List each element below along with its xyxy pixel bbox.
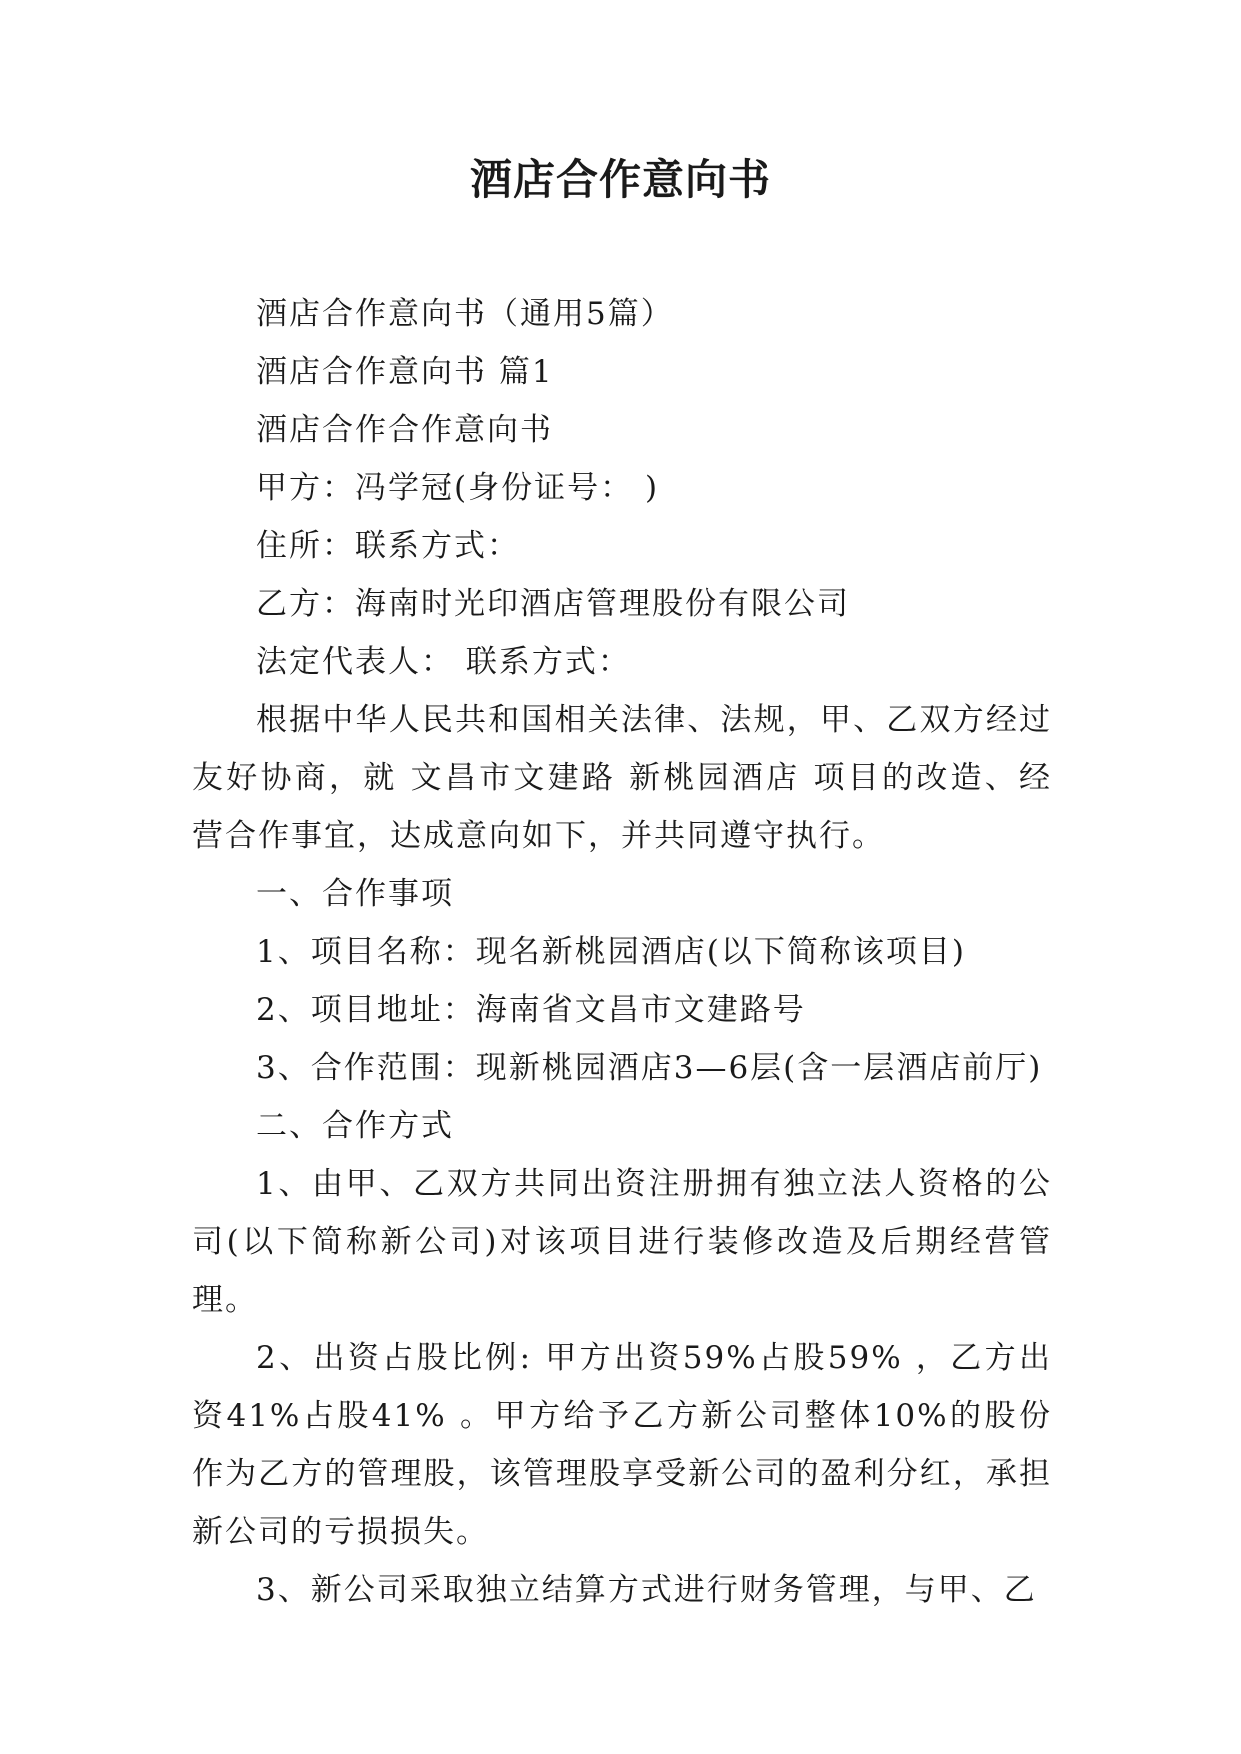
- paragraph: 酒店合作意向书（通用5篇）: [256, 296, 674, 332]
- paragraph: 乙方：海南时光印酒店管理股份有限公司: [256, 586, 850, 622]
- paragraph: 一、合作事项: [256, 876, 454, 912]
- paragraph: 1、项目名称：现名新桃园酒店(以下简称该项目): [256, 934, 966, 970]
- paragraph: 2、项目地址：海南省文昌市文建路号: [256, 992, 806, 1028]
- paragraph: 酒店合作合作意向书: [256, 412, 553, 448]
- document-title: 酒店合作意向书: [469, 155, 771, 204]
- paragraph: 1、由甲、乙双方共同出资注册拥有独立法人资格的公司(以下简称新公司)对该项目进行装修改造及后期经营管理。: [192, 1166, 1052, 1318]
- paragraph: 2、出资占股比例: 甲方出资59%占股59% ，乙方出资41%占股41% 。甲方给予乙方新公司整体10%的股份作为乙方的管理股，该管理股享受新公司的盈利分红，承担新公司的亏损损失。: [192, 1340, 1052, 1550]
- paragraph: 二、合作方式: [256, 1108, 454, 1144]
- paragraph: 3、新公司采取独立结算方式进行财务管理，与甲、乙: [256, 1572, 1037, 1608]
- paragraph: 酒店合作意向书 篇1: [256, 354, 554, 390]
- paragraph: 甲方：冯学冠(身份证号： ): [256, 470, 660, 506]
- paragraph: 法定代表人： 联系方式：: [256, 644, 631, 680]
- paragraph: 住所：联系方式：: [256, 528, 520, 564]
- paragraph: 根据中华人民共和国相关法律、法规，甲、乙双方经过友好协商，就 文昌市文建路 新桃园酒店 项目的改造、经营合作事宜，达成意向如下，并共同遵守执行。: [192, 702, 1052, 854]
- document-body: [192, 285, 1052, 1619]
- paragraph: 3、合作范围：现新桃园酒店3—6层(含一层酒店前厅): [256, 1050, 1043, 1086]
